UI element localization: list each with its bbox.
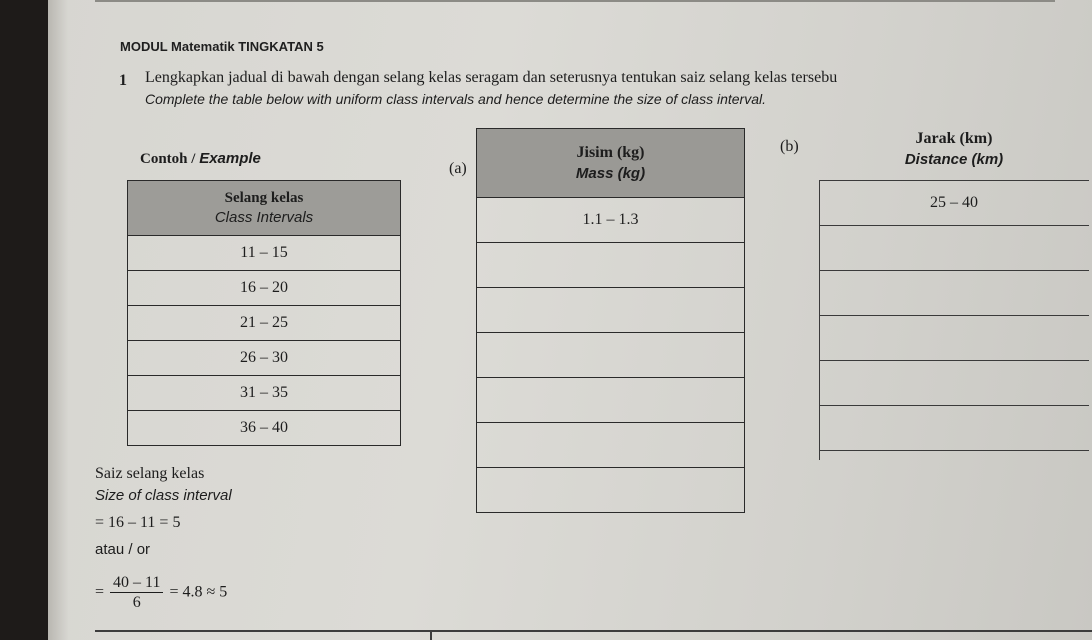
question-number: 1 [119, 72, 127, 89]
table-row[interactable] [819, 361, 1089, 406]
table-row: 31 – 35 [128, 376, 401, 411]
table-row: 16 – 20 [128, 271, 401, 306]
fraction: $\frac{40 - 11}{6}$ [110, 574, 163, 612]
part-b-table [819, 118, 1089, 451]
table-row[interactable]: 1.1 – 1.3 [477, 198, 745, 243]
bottom-rule [95, 630, 1092, 632]
table-row[interactable] [819, 271, 1089, 316]
table-row[interactable] [477, 378, 745, 423]
question-text-english: Complete the table below with uniform class intervals and hence determine the size of class interval. [145, 91, 766, 107]
example-label: Contoh / Example [140, 150, 261, 167]
table-row: 21 – 25 [128, 306, 401, 341]
table-row[interactable]: 25 – 40 [819, 181, 1089, 226]
table-row[interactable] [819, 316, 1089, 361]
part-a-table-header: Jisim (kg) Mass (kg) [477, 129, 745, 198]
table-row: 26 – 30 [128, 341, 401, 376]
table-row[interactable] [819, 226, 1089, 271]
part-b-table-border [819, 180, 820, 460]
part-a-label: (a) [449, 160, 467, 177]
table-row[interactable] [477, 468, 745, 513]
table-row: 11 – 15 [128, 236, 401, 271]
question-text-malay: Lengkapkan jadual di bawah dengan selang kelas seragam dan seterusnya tentukan saiz selang kelas tersebu [145, 69, 838, 86]
table-row[interactable] [477, 333, 745, 378]
calc-heading-english: Size of class interval [95, 487, 232, 504]
header-rule [95, 0, 1055, 8]
page-edge-shadow [48, 0, 68, 640]
example-table-header: Selang kelas Class Intervals [128, 181, 401, 236]
calc-line-1: = 16 – 11 = 5 [95, 514, 181, 531]
table-row[interactable] [477, 243, 745, 288]
part-b-table-header: Jarak (km) Distance (km) [819, 118, 1089, 181]
table-row[interactable] [819, 406, 1089, 451]
table-row[interactable] [477, 288, 745, 333]
calc-fraction-line: = $\frac{40 - 11}{6}$ = 4.8 ≈ 5 [95, 574, 228, 611]
bottom-divider [430, 630, 432, 640]
calc-or: atau / or [95, 541, 151, 558]
part-a-table [476, 128, 745, 513]
part-b-label: (b) [780, 138, 799, 155]
table-row[interactable] [477, 423, 745, 468]
module-title: MODUL Matematik TINGKATAN 5 [120, 39, 324, 54]
table-row: 36 – 40 [128, 411, 401, 446]
calc-heading-malay: Saiz selang kelas [95, 465, 205, 482]
example-table [127, 180, 401, 446]
